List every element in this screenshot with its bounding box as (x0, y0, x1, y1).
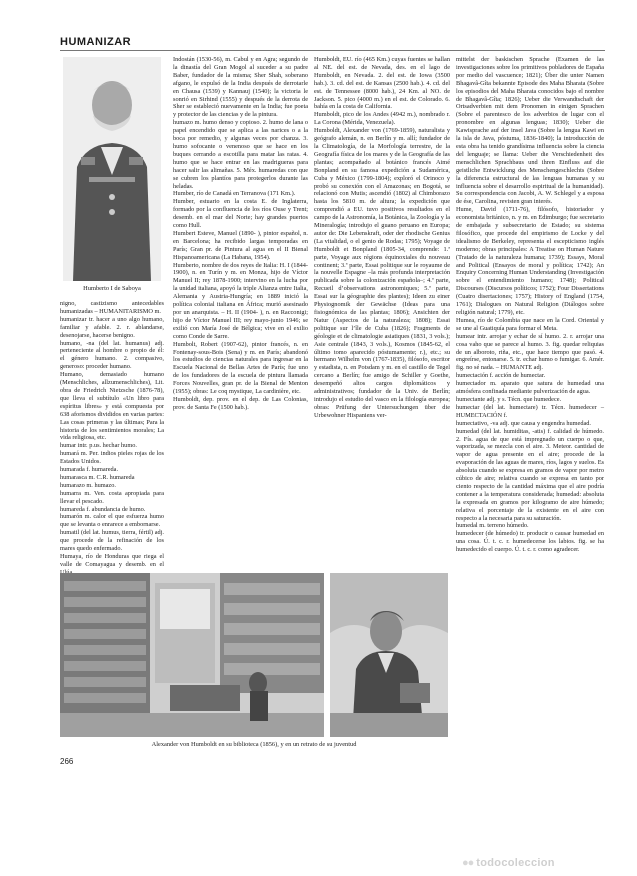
portrait-caption: Humberto I de Saboya (83, 285, 141, 292)
dictionary-entry: Humea, río de Colombia que nace en la Cord. Oriental y se une al Guatiquía para formar el Meta. (456, 316, 604, 332)
text-column-4 (456, 56, 604, 841)
watermark-text: todocoleccion (476, 857, 555, 869)
dictionary-entry: humazo m. humo denso y copioso. 2. humo de lana o papel encendido que se aplica a las narices o a la boca por remedio, y algunas veces por chanza. 3. humo sofocante o venenoso que se hace en los buques cerrando a escotilla para matar las ratas. 4. humo que se hace entrar en las madrigueras para hacer salir las alimañas. 5. Méx. humaredas con que se cubren los plantíos para protegerlos durante las heladas. (173, 119, 308, 190)
dictionary-entry: humarra m. Ven. costa apropiada para llevar el pescado. (60, 489, 164, 505)
text-column-3 (314, 56, 450, 567)
page-number: 266 (60, 757, 74, 766)
dictionary-entry: humano, -na (del lat. humanus) adj. perteneciente al hombre o propio de él: el género humano. 2. compasivo, generoso: proceder humano. (60, 339, 164, 371)
dictionary-entry: Humbolt, Robert (1907-62), pintor francés, n. en Fontenay-sous-Bois (Sena) y m. en París; abandonó los estudios de ciencias naturales para ingresar en la Escuela Nacional de Bellas Artes de París; fue uno de los fundadores de la escuela de pintura llamada Forces Nouvelles, gran pr. de la Bienal de Menton (1955); obras: Le coq mystique, La cardinière, etc. (173, 340, 308, 396)
dictionary-entry: humatil (del lat. humus, tierra, fértil) adj. que procede de la refinación de los mares quedo enfermado. (60, 529, 164, 553)
dictionary-entry: Hume, David (1711-76), filósofo, historiador y economista británico, n. y m. en Edimburgo; fue secretario de embajada y subsecretario de Estado; su sistema filosófico, que procede del empirismo de Locke y del idealismo de Berkeley, representa el escepticismo inglés moderno; obras principales: A Treatise on Human Nature (Tratado de la naturaleza humana; 1739); Essays, Moral and Political (Ensayos de moral y política; 1742); An Enquiry Concerning Human Understanding (Investigación sobre el entendimiento humano; 1748); Political Discourses (Discursos políticos; 1752); Four Dissertations (Cuatro disertaciones; 1757); History of England (1754, 1761); Dialogues on Natural Religion (Diálogos sobre religión natural; 1779), etc. (456, 206, 604, 316)
library-illustration (60, 573, 324, 737)
dictionary-entry: humear intr. arrojar y echar de sí humo. 2. r. arrojar una cosa vaho que se parece al humo. 3. fig. quedar reliquias de un alboroto, riña, etc., que hace tiempo que pasó. 4. engreírse, entonarse. 5. tr. echar humo o fumigar. 6. Amér. fig. no sé nada. – HUMANTE adj. (456, 332, 604, 372)
text-column-2 (173, 56, 308, 567)
dictionary-entry: Humboldt, Alexander von (1769-1859), naturalista y geógrafo alemán, n. en Berlín y m. allí; fundador de la Climatología, de la Morfología terrestre, de la Geografía física de los mares y de la Geografía de las plantas; acompañado al botánico francés Aimé Bonpland en su famosa expedición a Sudamérica, Cuba y México (1799-1804); exploró el Orinoco y probó su conexión con el Amazonas; en Bogotá, se relacionó con Mutis; ascendió (1802) al Chimborazo hasta los 5810 m. de altura; la expedición que comprendió a EU. tuvo positivos resultados en el campo de la Astronomía, la Botánica, la Zoología y la Mineralogía; introdujo el guano peruano en Europa; autor de: Die Lebenskraft, oder der rhodische Genius (La vitalidad, o el genio de Rodas; 1795); Voyage de Humboldt et Bonpland (1805-34, comprende: 1.ª parte, Voyage aux régions équinoxiales du nouveau continent; 3.ª parte, Essai politique sur le royaume de la nouvelle Espagne –la más profunda interpretación publicada sobre la colonización española–; 4.ª parte, Recueil d’observations astronomiques; 5.ª parte, Essai sur la géographie des plantes); Ideen zu einer Physiognomik der Gewächse (Ideas para una fisiognómica de las plantas; 1806); Ansichten der Natur (Aspectos de la naturaleza; 1808); Essai politique sur l’île de Cuba (1826); Fragments de géologie et de climatologie asiatiques (1831, 3 vols.); Asie centrale (1843, 3 vols.), Kosmos (1845-62, el último tomo aparecido póstumamente; r.), etc.; su hermano Wilhelm von (1767-1835), filósofo, escritor y estadista, n. en Potsdam y m. en el castillo de Tegel cercano a Berlín; fue amigo de Schiller y Goethe, desempeñó altos cargos diplomáticos y administrativos; fundador de la Univ. de Berlín; introdujo el estudio del vasco en la filología europea; obras: Prüfung der Untersuchungen über die Urbewohner Hispaniens ver- (314, 127, 450, 419)
dictionary-entry: Humboldt, EU. río (465 Km.) cuyas fuentes se hallan al NE. del est. de Nevada, des. en el lago de Humboldt, en Nevada. 2. del est. de Iowa (3500 hab.). 3. cd. del est. de Kansas (2500 hab.). 4. cd. del est. de Tennessee (8000 hab.), 24 Km. al NO. de Jackson. 5. pico (4000 m.) en el est. de Colorado. 6. bahía en la costa de California. (314, 56, 450, 111)
dictionary-entry: humarazo m. humazo. (60, 481, 116, 489)
dictionary-entry: humedad (del lat. humiditas, -atis) f. calidad de húmedo. 2. Fís. agua de que está impregnado un cuerpo o que, vaporizada, se mezcla con el aire. 3. Meteor. cantidad de vapor de agua presente en el aire; procede de la evaporación de las aguas de mares, ríos, lagos y suelos. Es absoluta cuando se expresa en gramos de vapor por metro cúbico de aire; relativa cuando se expresa en tanto por ciento respecto de la cantidad máxima que el aire podría contener a la temperatura considerada; humedad: absoluta la expresada en gramos por kilogramo de aire húmedo; relativa el porcentaje de la existente en el aire con respecto a la necesaria para su saturación. (456, 427, 604, 522)
humboldt-portrait-photo (330, 573, 448, 737)
humboldt-portrait-illustration (330, 573, 448, 737)
watermark (462, 857, 612, 869)
page-header: HUMANIZAR (60, 36, 132, 48)
dictionary-entry: humectación f. acción de humectar. (456, 372, 546, 380)
header-rule (60, 50, 605, 51)
dictionary-entry: humar intr. p.us. hechar humo. (60, 442, 137, 450)
dictionary-entry: Humboldt, pico de los Andes (4942 m.), nombrado r. La Corona (Mérida, Venezuela). (314, 111, 450, 127)
dictionary-entry: humectante adj. y s. Técn. que humedece. (456, 395, 562, 403)
dictionary-entry: humarón m. calor el que esfuerza humo que se levanta o enrarece a embornarse. (60, 513, 164, 529)
dictionary-entry: Humber, estuario en la costa E. de Inglaterra, formado por la confluencia de los ríos Ouse y Trent; desemb. en el mar del Norte; hay grandes puertos como Hull. (173, 198, 308, 230)
dictionary-entry: humareda f. abundancia de humo. (60, 505, 146, 513)
dictionary-entry: Humbert Esteve, Manuel (1890- ), pintor español, n. en Barcelona; ha recibido largas temporadas en París; Gran pr. de Pintura al agua en el II Bienal Hispanoamericana (La Habana, 1954). (173, 229, 308, 261)
text-column-1 (60, 300, 164, 567)
dictionary-entry: humarada f. humareda. (60, 466, 119, 474)
portrait-photo (63, 57, 161, 281)
dictionary-entry: Humberto, nombre de dos reyes de Italia: H. I (1844-1900), n. en Turín y m. en Monza, hijo de Víctor Manuel II; rey 1878-1900; intervino en la lucha por la unidad italiana, apoyó la triple Alianza entre Italia, Alemania y Austria-Hungría; en 1889 inició la política colonial italiana en África; murió asesinado por un anarquista. – H. II (1904- ), n. en Racconigi; hijo de Víctor Manuel III; rey mayo-junio 1946; se exilió con María José de Bélgica; vive en el exilio como Conde de Sarre. (173, 261, 308, 340)
dictionary-entry: humectador m. aparato que satura de humedad una atmósfera confinada mediante pulverización de agua. (456, 380, 604, 396)
dictionary-entry: Humaya, río de Honduras que riega el valle de Comayagua y desemb. en el (60, 553, 164, 568)
dictionary-entry: humectativo, -va adj. que causa y engendra humedad. (456, 419, 591, 427)
dictionary-entry: Humboldt, dep. prov. en el dep. de Las Colonias, prov. de Santa Fe (1500 hab.). (173, 395, 308, 411)
watermark-dots-icon: ●● (462, 857, 474, 869)
dictionary-entry: humectar (del lat. humectare) tr. Técn. humedecer – HUMECTACIÓN f. (456, 403, 604, 419)
dictionary-entry: nigno, castizismo antecedables humanizadas – HUMANITARISMO m. (60, 300, 164, 315)
dictionary-entry: humará m. Per. indios pieles rojas de los Estados Unidos. (60, 450, 164, 466)
photos-caption: Alexander von Humboldt en su biblioteca (1856), y en un retrato de su juventud (151, 741, 357, 748)
portrait-illustration (63, 57, 161, 281)
dictionary-entry: humedecer (de húmedo) tr. producir o causar humedad en una cosa. Ú. t. c. r. humedecerse los labios. fig. se ha humedecido el cuerpo. Ú. t. c. r. como agradecer. (456, 530, 604, 554)
dictionary-entry: mittelst der baskischen Sprache (Examen de las investigaciones sobre los primitivos pobladores de España por medio del vascuence; 1821); Über die unter Namen Bhagavâ-Gîta bekannte Episode des Maha Bharata (Sobre los episodios del Maha Bharata conocidos bajo el nombre de Bhagavâ-Gîta; 1826); Ueber die Verwandtschaft der Ortsadverbien mit dem Pronomen in einigen Sprachen (Sobre el parentesco de los adverbios de lugar con el pronombre en algunas lenguas; 1830); Ueber die Kawisprache auf der insel Java (Sobre la lengua Kawi en la isla de Java, póstuma, 1836-1840); la introducción de esta obra ha tenido grandísima influencia sobre la ciencia del lenguaje; se llama: Ueber die Verschiedenheit des menschlichen Sprachbaus und ihren Einfluss auf die geistliche Entwicklung des Menschengeschlechts (Sobre la diferencia estructural de las lenguas humanas y su influencia sobre el desarrollo espiritual de la humanidad). Su correspondencia con Jacobi, A. W. Schlegel y a esposa de ése, Carolina, revisten gran interés. (456, 56, 604, 206)
dictionary-entry: Humano, demasiado humano (Menschliches, allzumenschliches), Lit. obra de Friedrich Nietzsche (1876-78), que lleva el subtítulo «Un libro para espíritus libres» y está compuesta por 638 aforismos divididos en varias partes: Las cosas primeras y las últimas; Para la historia de los sentimientos morales; La vida religiosa, etc. (60, 371, 164, 442)
dictionary-entry: Indostán (1530-56), m. Cabul y en Agra; segundo de la dinastía del Gran Mogol al suceder a su padre Baber, fundador de la misma; Sher Shah, soberano afgano, le expulsó de la India después de derrotarle en Chausa (1539) y Kannauj (1540); la victoria le sonrió en Sirhind (1555) y después de la derrota de Sher se estableció nuevamente en la India; fue poeta y protector de las ciencias y de la pintura. (173, 56, 308, 119)
dictionary-entry: humedal m. terreno húmedo. (456, 522, 529, 530)
library-photo (60, 573, 324, 737)
dictionary-entry: Humber, río de Canadá en Terranova (171 Km.). (173, 190, 296, 198)
dictionary-entry: humanizar tr. hacer a uno algo humano, familiar y afable. 2. r. ablandarse, desenojarse, hacerse benigno. (60, 315, 164, 339)
dictionary-entry: humarasca m. C.R. humareda (60, 473, 135, 481)
